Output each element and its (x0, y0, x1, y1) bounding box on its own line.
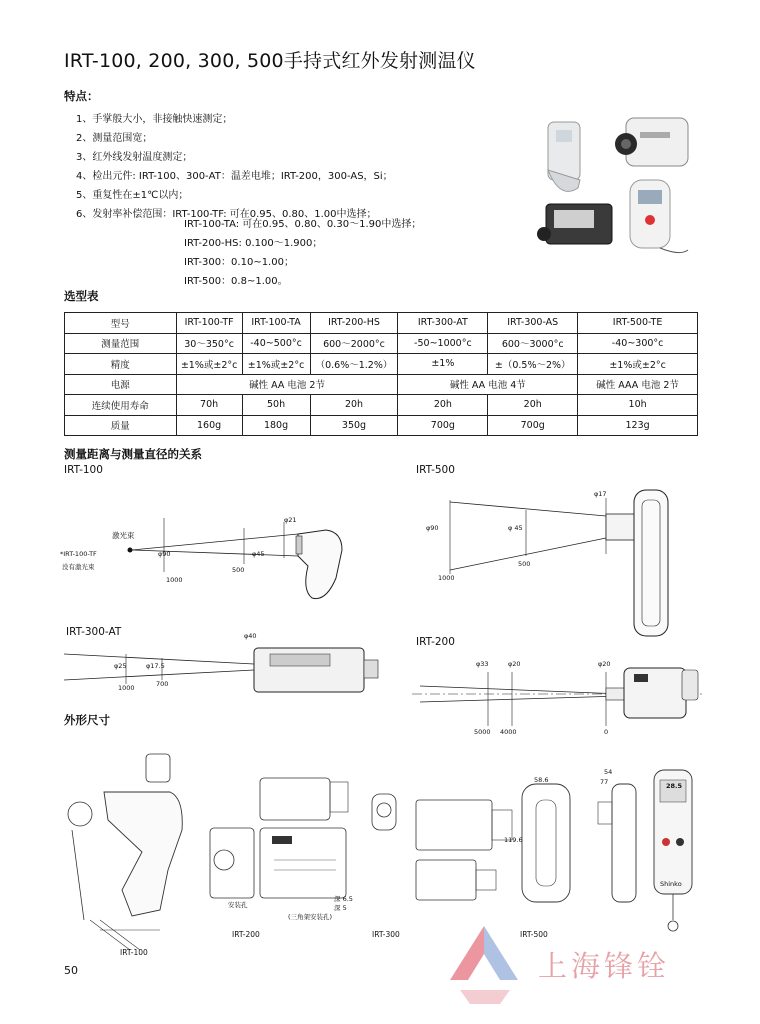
dim-77: 77 (600, 778, 609, 786)
feature-item: 1、手掌般大小，非接触快速测定； (76, 114, 233, 125)
irt200-distance-diagram (412, 652, 702, 732)
table-cell: 50h (242, 395, 310, 416)
irt500-diagram-label: IRT-500 (416, 464, 455, 476)
table-cell: -40~300°c (578, 333, 698, 354)
display-value: 28.5 (666, 782, 683, 790)
table-cell: IRT-300-AS (488, 313, 578, 334)
table-cell: ±1%或±2°c (176, 354, 242, 375)
table-row (65, 354, 698, 375)
table-cell: 碱性 AA 电池 2节 (176, 374, 398, 395)
table-cell: 质量 (65, 415, 177, 436)
dim-119-6: 119.6 (504, 836, 523, 844)
watermark-text: 上海锋铨 (538, 949, 671, 983)
irt300-d175: φ17.5 (146, 662, 165, 670)
irt300-dimension-drawing (372, 794, 512, 900)
irt200-diagram-label: IRT-200 (416, 636, 455, 648)
table-cell: 20h (488, 395, 578, 416)
feature-item: 3、红外线发射温度测定； (76, 152, 193, 163)
irt200-d33: φ33 (476, 660, 489, 668)
irt200-d20b: φ20 (598, 660, 611, 668)
irt100-d90: φ90 (158, 550, 171, 558)
table-cell: 350g (310, 415, 398, 436)
table-cell: 碱性 AA 电池 4节 (398, 374, 578, 395)
table-cell: 碱性 AAA 电池 2节 (578, 374, 698, 395)
table-cell: -50~1000°c (398, 333, 488, 354)
page-number: 50 (64, 964, 78, 977)
irt500-dist1000: 1000 (438, 574, 455, 582)
irt100-d21: φ21 (284, 516, 297, 524)
table-cell: ±1% (398, 354, 488, 375)
irt500-dimension-drawing (522, 770, 692, 931)
irt100-device-outline (298, 530, 342, 599)
irt100-d45: φ45 (252, 550, 265, 558)
irt200-device-outline (624, 668, 686, 718)
features-heading: 特点： (64, 89, 99, 103)
irt-300-photo (537, 204, 612, 244)
watermark-logo-icon (440, 918, 530, 1008)
laser-label: 激光束 (112, 531, 135, 540)
table-cell: 160g (176, 415, 242, 436)
table-cell: ±（0.5%～2%） (488, 354, 578, 375)
table-row (65, 333, 698, 354)
table-cell: 180g (242, 415, 310, 436)
beam-upper-line (132, 534, 298, 550)
distance-heading: 测量距离与测量直径的关系 (64, 447, 202, 461)
table-cell: IRT-300-AT (398, 313, 488, 334)
table-cell: IRT-100-TF (176, 313, 242, 334)
table-cell: 70h (176, 395, 242, 416)
features-sub-list (184, 215, 421, 291)
irt200-d20a: φ20 (508, 660, 521, 668)
table-cell: -40~500°c (242, 333, 310, 354)
mount-hole-label: 安装孔 (228, 901, 248, 909)
feature-item: 5、重复性在±1℃以内； (76, 190, 189, 201)
table-heading: 选型表 (64, 289, 99, 303)
table-cell: 测量范围 (65, 333, 177, 354)
irt100-diagram-label: IRT-100 (64, 464, 103, 476)
table-cell: 123g (578, 415, 698, 436)
beam-lower-line (420, 696, 622, 702)
beam-upper-line (450, 502, 606, 516)
irt-100-photo (548, 122, 580, 191)
irt500-d90: φ90 (426, 524, 439, 532)
table-row (65, 415, 698, 436)
table-cell: 700g (398, 415, 488, 436)
irt100-note1: *IRT-100-TF (60, 550, 97, 558)
beam-lower-line (132, 550, 298, 556)
dim-54: 54 (604, 768, 613, 776)
irt500-d45: φ 45 (508, 524, 523, 532)
irt300-d25: φ25 (114, 662, 127, 670)
screw-depth-1: 深 6.5 (334, 895, 353, 903)
irt100-dist1000: 1000 (166, 576, 183, 584)
irt-500-photo (630, 180, 688, 253)
dimensions-heading: 外形尺寸 (64, 713, 110, 727)
table-cell: 600～3000°c (488, 333, 578, 354)
irt500-dist500: 500 (518, 560, 531, 568)
irt300-distance-diagram (64, 640, 394, 700)
table-cell: 10h (578, 395, 698, 416)
dims-irt100-label: IRT-100 (120, 948, 148, 957)
tripod-hole-label: (三角架安装孔) (288, 913, 333, 921)
table-cell: 30～350°c (176, 333, 242, 354)
beam-lower-line (64, 670, 254, 680)
feature-sub-item: IRT-200-HS: 0.100～1.900； (184, 238, 323, 249)
table-cell: （0.6%～1.2%） (310, 354, 398, 375)
table-cell: 20h (310, 395, 398, 416)
table-cell: 600～2000°c (310, 333, 398, 354)
irt-200-photo (615, 118, 688, 166)
brand-mark: Shinko (660, 880, 682, 888)
target-spot (128, 548, 133, 553)
irt500-distance-diagram (410, 480, 700, 640)
table-cell: IRT-100-TA (242, 313, 310, 334)
beam-upper-line (420, 686, 622, 694)
dims-irt200-label: IRT-200 (232, 930, 260, 939)
irt300-d40: φ40 (244, 632, 257, 640)
table-row (65, 374, 698, 395)
irt200-dist4000: 4000 (500, 728, 517, 736)
features-list (76, 110, 393, 224)
feature-sub-item: IRT-300：0.10~1.00； (184, 257, 294, 268)
irt500-device-outline (634, 490, 668, 636)
screw-depth-2: 深 5 (334, 904, 347, 912)
dim-58-6: 58.6 (534, 776, 549, 784)
irt300-dist1000: 1000 (118, 684, 135, 692)
irt200-dist5000: 5000 (474, 728, 491, 736)
dims-irt300-label: IRT-300 (372, 930, 400, 939)
irt100-dimension-drawing (68, 754, 182, 950)
table-cell: 电源 (65, 374, 177, 395)
irt500-d17: φ17 (594, 490, 607, 498)
table-row (65, 313, 698, 334)
irt200-dist0: 0 (604, 728, 609, 736)
irt100-distance-diagram (64, 480, 364, 610)
table-row (65, 395, 698, 416)
page-title: IRT-100, 200, 300, 500手持式红外发射测温仪 (64, 50, 476, 72)
dims-irt500-label: IRT-500 (520, 930, 548, 939)
table-cell: 型号 (65, 313, 177, 334)
spec-table (64, 312, 698, 436)
irt300-diagram-label: IRT-300-AT (66, 626, 122, 638)
table-cell: IRT-500-TE (578, 313, 698, 334)
feature-sub-item: IRT-500：0.8~1.00。 (184, 276, 288, 287)
feature-item: 2、测量范围宽； (76, 133, 153, 144)
feature-item: 6、发射率补偿范围：IRT-100-TF: 可在0.95、0.80、1.00中选择； (76, 209, 377, 220)
irt100-dist500: 500 (232, 566, 245, 574)
feature-sub-item: IRT-100-TA: 可在0.95、0.80、0.30～1.90中选择； (184, 219, 422, 230)
table-cell: 20h (398, 395, 488, 416)
irt100-note2: 没有激光束 (62, 563, 95, 571)
table-cell: 精度 (65, 354, 177, 375)
table-cell: IRT-200-HS (310, 313, 398, 334)
irt300-dist700: 700 (156, 680, 169, 688)
table-cell: ±1%或±2°c (578, 354, 698, 375)
product-photos (530, 110, 710, 260)
table-cell: ±1%或±2°c (242, 354, 310, 375)
table-cell: 700g (488, 415, 578, 436)
table-cell: 连续使用寿命 (65, 395, 177, 416)
irt200-dimension-drawing (210, 778, 348, 898)
feature-item: 4、检出元件: IRT-100、300-AT：温差电堆；IRT-200，300-AS，Si； (76, 171, 393, 182)
